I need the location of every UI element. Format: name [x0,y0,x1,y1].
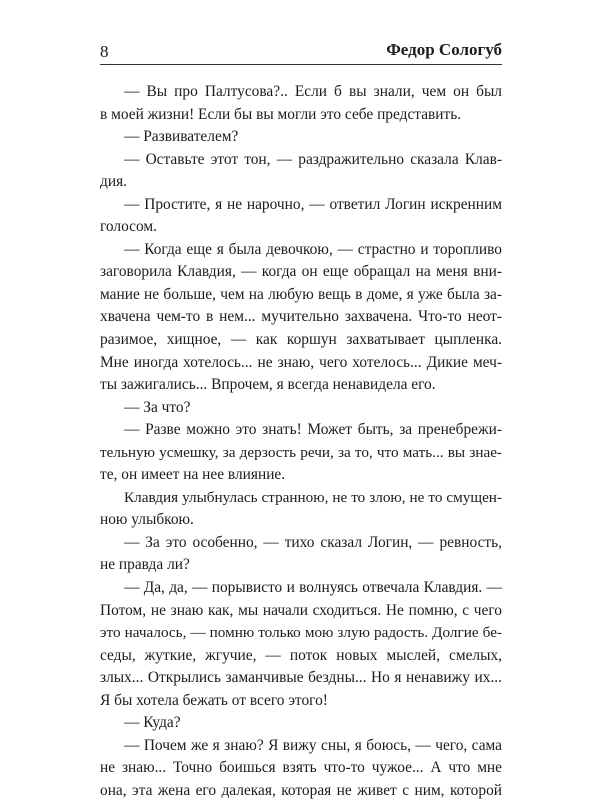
text-line: заговорила Клавдия, — когда он еще обращал на меня вни- [100,263,502,281]
text-line: — Вы про Палтусова?.. Если б вы знали, чем он был [124,83,502,100]
text-line: Клавдия улыбнулась странною, не то злою, не то смущен- [124,488,502,506]
text-line: голосом. [100,218,158,236]
text-line: разимое, хищное, — как коршун захватывает цыпленка. [100,331,502,349]
text-line: — Разве можно это знать! Может быть, за пренебрежи- [124,421,502,439]
text-line: Мне иногда хотелось... не знаю, чего хотелось... Дикие меч- [100,353,502,371]
text-line: не правда ли? [100,556,190,574]
text-line: мание не больше, чем на любую вещь в доме, я уже была за- [100,285,502,303]
text-line: — Почем же я знаю? Я вижу сны, я боюсь, — чего, сама [124,736,502,754]
running-title: Федор Сологуб [386,40,502,59]
text-line: — Куда? [124,714,181,732]
text-line: — Простите, я не нарочно, — ответил Логин искренним [124,195,502,213]
text-line: седы, жуткие, жгучие, — поток новых мыслей, смелых, [100,646,502,664]
text-line: ты зажигались... Впрочем, я всегда ненавидела его. [100,376,436,394]
text-line: она, эта жена его далекая, которая не живет с ним, которой [100,781,502,799]
text-line: — Да, да, — порывисто и волнуясь отвечала Клавдия. — [124,579,502,597]
text-line: это началось, — помню только мою злую радость. Долгие бе- [100,624,502,642]
text-line: ною улыбкою. [100,511,194,529]
text-line: Потом, не знаю как, мы начали сходиться. Не помню, с чего [100,601,502,619]
text-line: — Когда еще я была девочкою, — страстно и торопливо [124,240,502,258]
text-line: хвачена чем-то в нем... мучительно захвачена. Что-то неот- [100,308,502,326]
text-line: дия. [100,173,127,191]
text-line: в моей жизни! Если бы вы могли это себе представить. [100,105,462,123]
text-line: тельную усмешку, за дерзость речи, за то, что мать... вы знае- [100,443,502,461]
text-line: не знаю... Точно боишься взять что-то чужое... А что мне [100,759,502,777]
body-text [100,81,502,803]
header-rule [100,64,502,65]
text-line: те, он имеет на нее влияние. [100,466,286,484]
text-line: — Развивателем? [124,128,239,146]
text-line: злых... Открылись заманчивые бездны... Но я ненавижу их... [100,669,502,687]
text-line: — За что? [124,398,191,416]
page-header [100,40,502,68]
text-line: Я бы хотела бежать от всего этого! [100,691,328,709]
text-line: — За это особенно, — тихо сказал Логин, — ревность, [124,533,502,551]
text-line: — Оставьте этот тон, — раздражительно сказала Клав- [124,150,502,168]
page-number: 8 [100,42,109,61]
